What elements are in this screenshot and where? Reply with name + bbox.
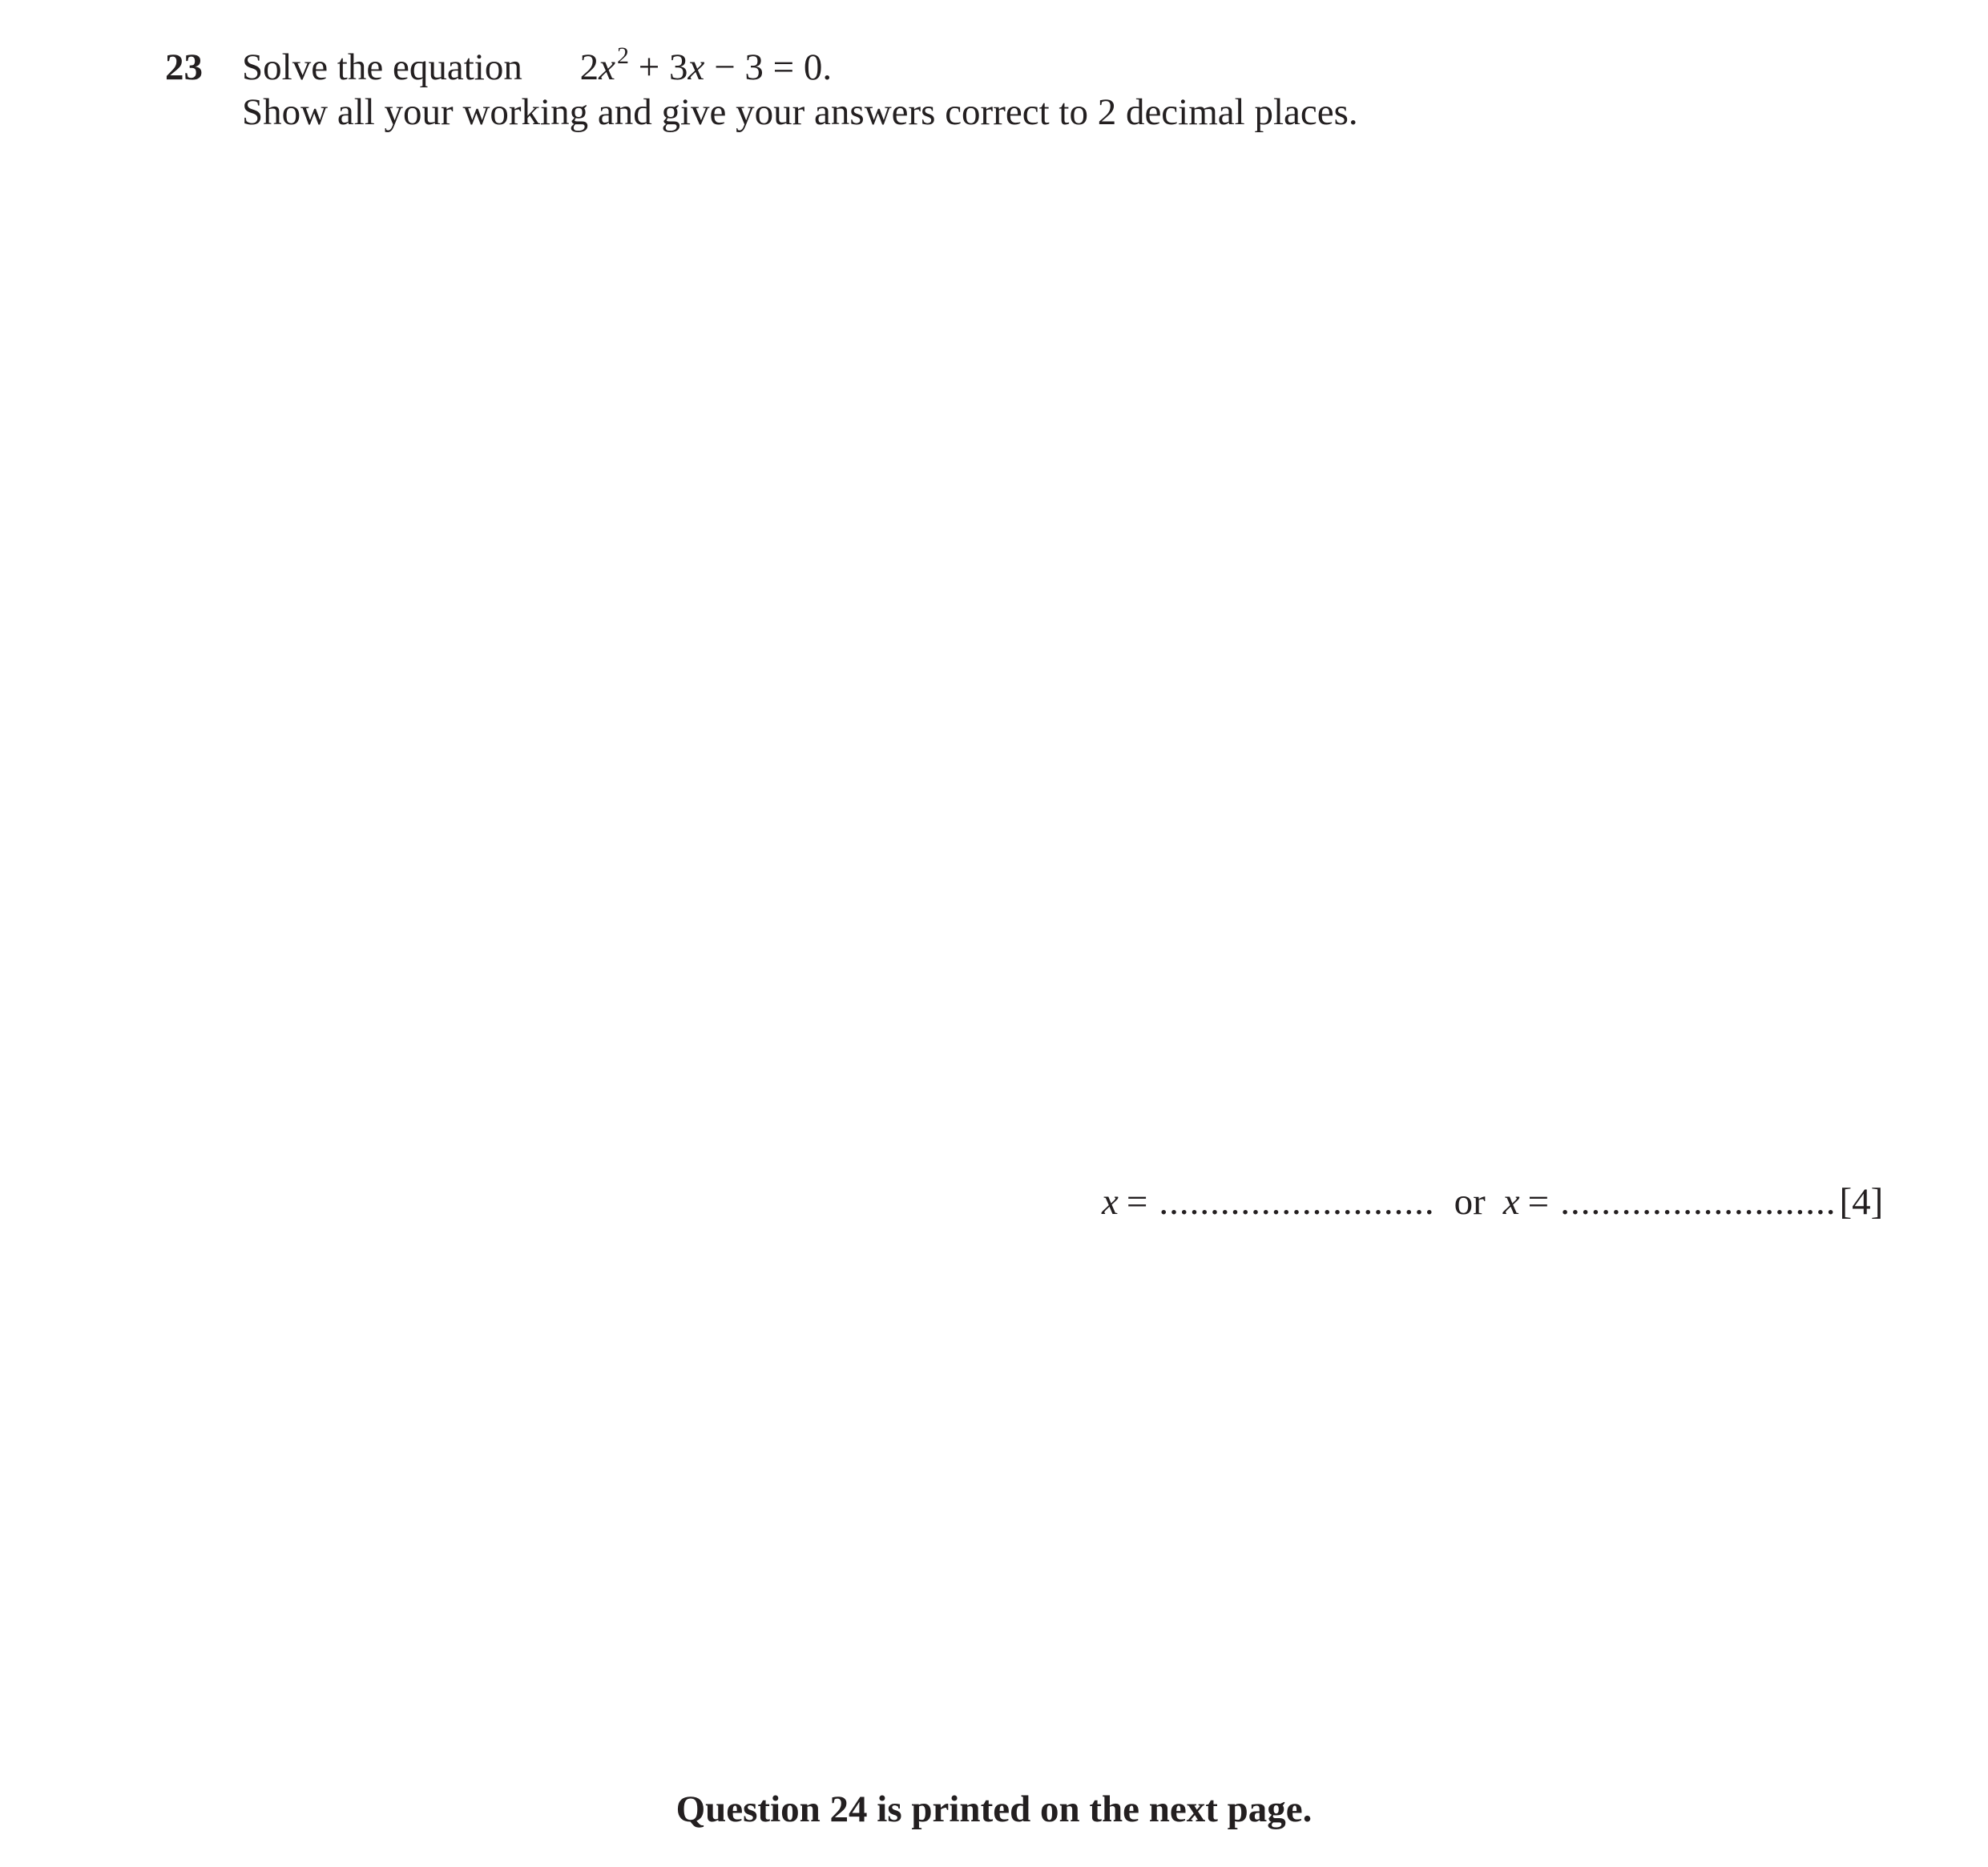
footer-note: Question 24 is printed on the next page. — [675, 1788, 1313, 1830]
equation-var-2: x — [688, 46, 705, 88]
answer-or: or — [1454, 1181, 1486, 1223]
marks-label: [4] — [1839, 1181, 1884, 1223]
answer-field-2[interactable]: ........................... — [1560, 1181, 1837, 1223]
answer-equals-2: = — [1527, 1181, 1550, 1223]
answer-var-2: x — [1502, 1181, 1520, 1223]
answer-var-1: x — [1102, 1181, 1119, 1223]
answer-equals-1: = — [1126, 1181, 1148, 1223]
equation — [579, 42, 833, 88]
answer-field-1[interactable]: ........................... — [1159, 1181, 1435, 1223]
question-line-1 — [242, 42, 833, 95]
question-number: 23 — [165, 46, 203, 88]
equation-exponent: 2 — [616, 42, 629, 69]
equation-var: x — [599, 46, 615, 88]
equation-tail: − 3 = 0. — [704, 46, 833, 88]
answer-row — [1102, 1179, 1883, 1224]
question-instruction: Show all your working and give your answers correct to 2 decimal places. — [242, 91, 1358, 133]
question-intro: Solve the equation — [242, 46, 522, 88]
equation-plus-term: + 3 — [628, 46, 688, 88]
equation-coef: 2 — [579, 46, 599, 88]
